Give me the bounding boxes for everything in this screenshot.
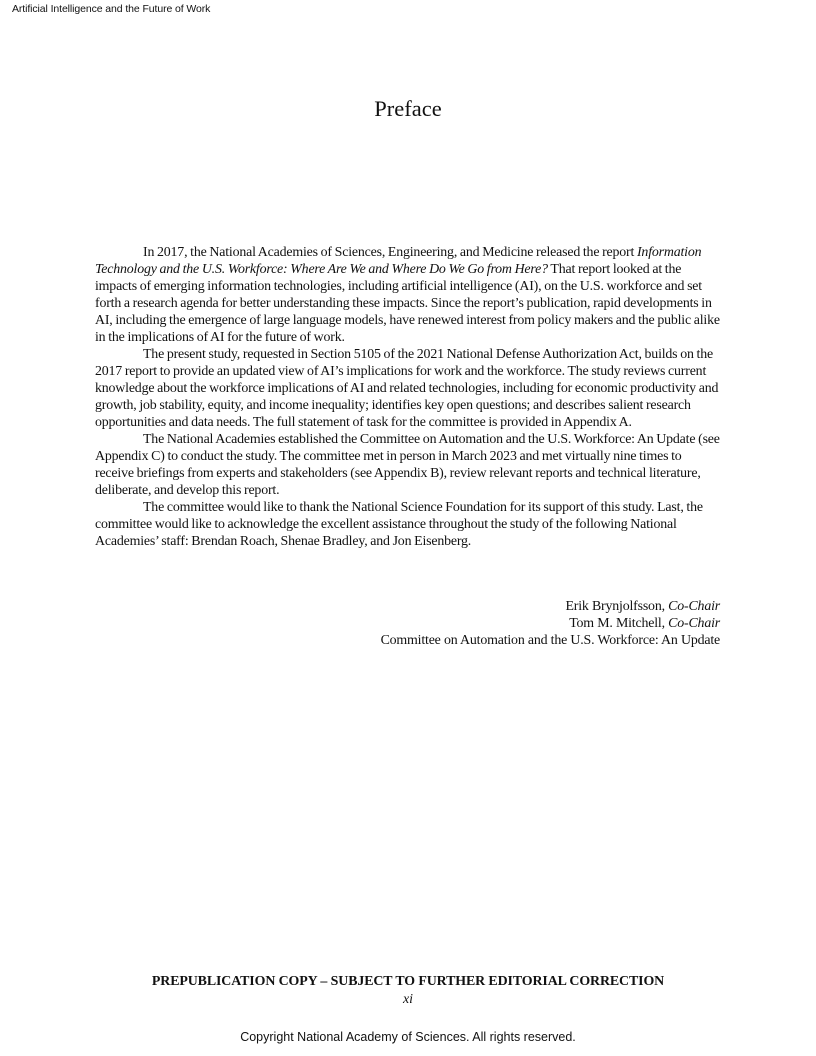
prepublication-notice: PREPUBLICATION COPY – SUBJECT TO FURTHER EDITORIAL CORRECTION: [151, 974, 665, 989]
paragraph-1: [95, 244, 720, 346]
page-title: Preface: [374, 96, 442, 121]
signature-2-name: Tom M. Mitchell,: [569, 616, 669, 631]
paragraph-2: The present study, requested in Section 5105 of the 2021 National Defense Authorization Act, builds on the 2017 report to provide an updated view of AI’s implications for work and the workforce. The study reviews current knowledge about the workforce implications of AI and related technologies, including for economic productivity and growth, job stability, equity, and income inequality; identifies key open questions; and describes salient research opportunities and data needs. The full statement of task for the committee is provided in Appendix A.: [95, 347, 719, 430]
page-number: xi: [402, 992, 414, 1007]
paragraph-1-rest: That report looked at the impacts of emerging information technologies, including artificial intelligence (AI), on the U.S. workforce and set forth a research agenda for better understanding these impacts. Since the report’s publication, rapid developments in AI, including the emergence of large language models, have renewed interest from policy makers and the public alike in the implications of AI for the future of work.: [95, 262, 720, 345]
paragraph-1-lead: In 2017, the National Academies of Sciences, Engineering, and Medicine released the report: [143, 245, 637, 260]
preface-body: [95, 244, 720, 550]
copyright-notice: Copyright National Academy of Sciences. All rights reserved.: [240, 1030, 576, 1044]
committee-name: Committee on Automation and the U.S. Workforce: An Update: [380, 633, 720, 648]
running-header-title: Artificial Intelligence and the Future of Work: [12, 3, 211, 15]
paragraph-4: The committee would like to thank the National Science Foundation for its support of this study. Last, the committee would like to acknowledge the excellent assistance throughout the study of the following National Academies’ staff: Brendan Roach, Shenae Bradley, and Jon Eisenberg.: [95, 500, 703, 549]
signature-2-role: Co-Chair: [668, 616, 720, 631]
signature-1-role: Co-Chair: [668, 599, 720, 614]
signature-2: [381, 615, 720, 632]
signature-block: [381, 598, 720, 649]
report-title: Information Technology and the U.S. Workforce: Where Are We and Where Do We Go from Here?: [95, 245, 702, 277]
signature-1: [381, 598, 720, 615]
paragraph-3: The National Academies established the Committee on Automation and the U.S. Workforce: An Update (see Appendix C) to conduct the study. The committee met in person in March 2023 and met virtually nine times to receive briefings from experts and stakeholders (see Appendix B), review relevant reports and technical literature, deliberate, and develop this report.: [95, 432, 720, 498]
signature-1-name: Erik Brynjolfsson,: [565, 599, 669, 614]
